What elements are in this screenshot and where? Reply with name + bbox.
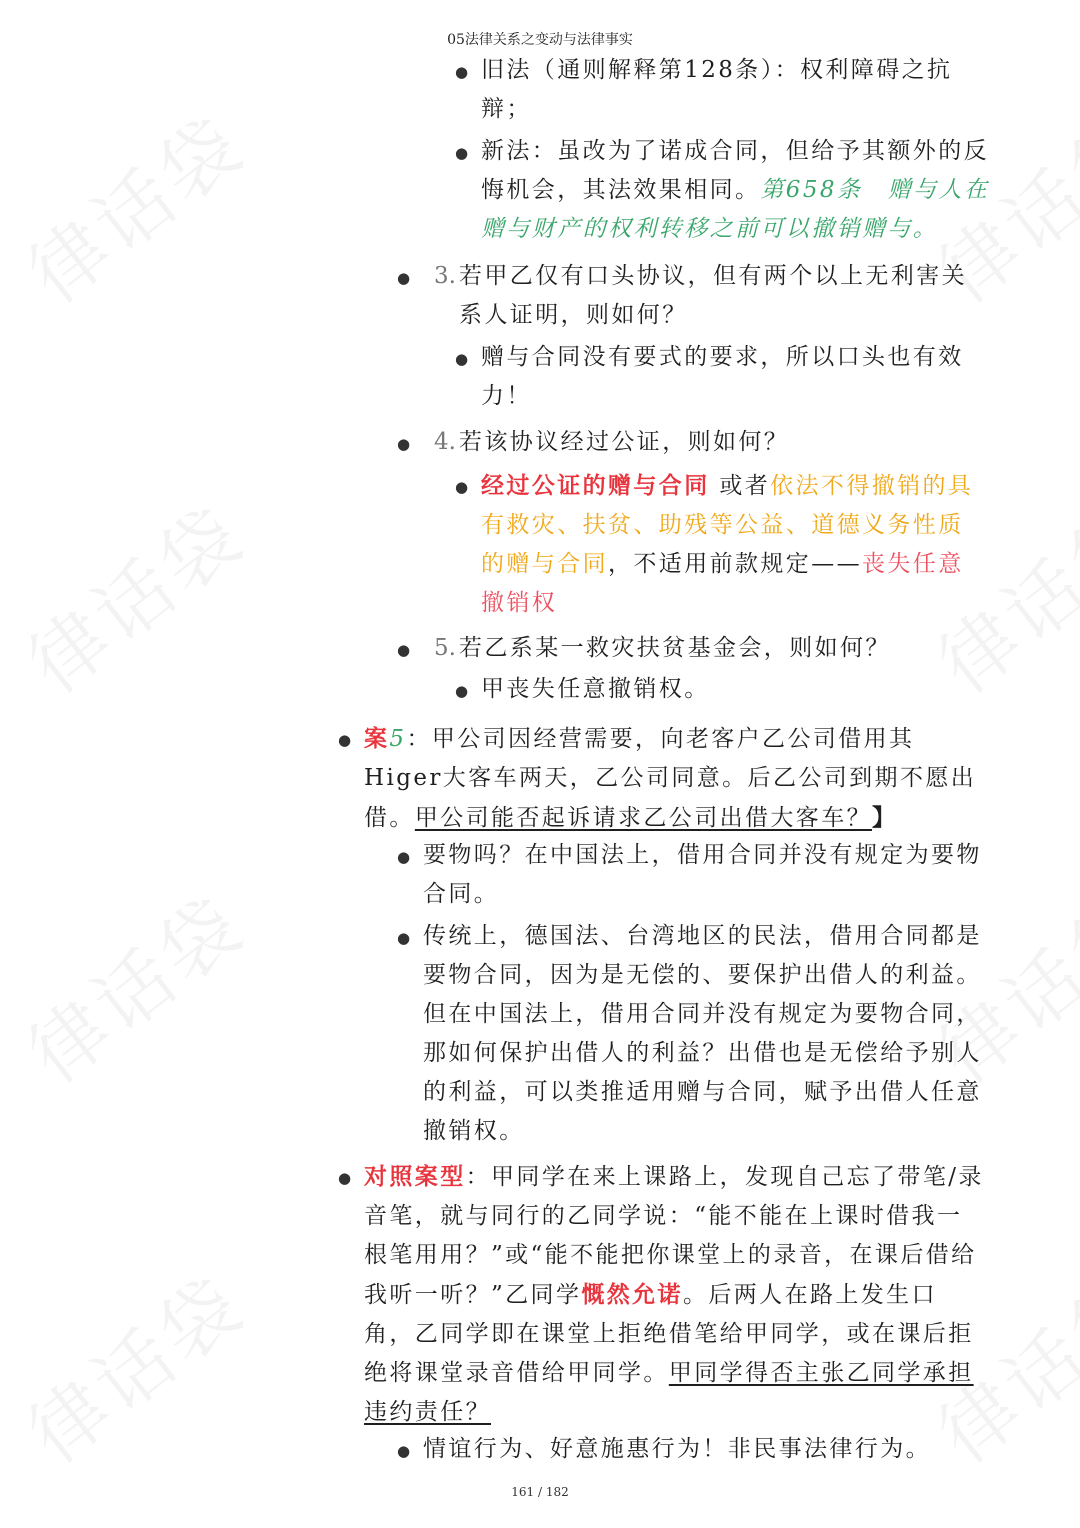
bullet-dot: ● [455,682,469,700]
list-item-q5-body [459,629,984,668]
highlight-public-interest: 依法不得撤销的具有救灾、扶贫、助残等公益、道德义务性质的赠与合同 [481,473,974,577]
compare-case [364,1157,986,1432]
bullet-dot: ● [338,731,352,749]
case-5 [364,719,984,838]
list-item-text: 若乙系某一救灾扶贫基金会，则如何？ [459,635,891,661]
article-658-quote: 第658条 赠与人在赠与财产的权利转移之前可以撤销赠与。 [481,177,990,242]
list-item-q4-body [459,423,984,462]
list-item-a3 [481,338,981,416]
page-number: 161 / 182 [511,1485,569,1499]
list-item-text: 或者 [709,473,771,499]
page-header: 05法律关系之变动与法律事实 [447,32,633,48]
list-item-q3-body [459,257,984,335]
case-close-bracket: 】 [872,804,898,831]
list-item-text: 若甲乙仅有口头协议，但有两个以上无利害关系人证明，则如何？ [459,263,967,328]
watermark [3,86,264,323]
compare-question: 甲同学得否主张乙同学承担违约责任？ [364,1360,974,1425]
compare-label: 对照案型 [364,1163,466,1190]
case-number: 5 [389,726,407,752]
compare-colon: ： [465,1164,492,1190]
case-colon: ： [406,726,432,752]
watermark [3,866,264,1103]
list-item-a4 [481,466,981,623]
list-item-text: 旧法（通则解释第128条）：权利障碍之抗辩； [481,57,953,122]
compare-text: 。后两人在路上发生口角，乙同学即在课堂上拒绝借笔给甲同学，或在课后拒绝将课堂录音借给甲同学。 [364,1282,974,1386]
case-label: 案 [364,725,390,752]
bullet-dot: ● [397,641,411,659]
bullet-dot: ● [397,435,411,453]
bullet-dot: ● [455,478,469,496]
bullet-dot: ● [397,848,411,866]
bullet-dot: ● [397,929,411,947]
list-item-text: 新法：虽改为了诺成合同，但给予其额外的反悔机会，其法效果相同。 [481,138,989,203]
list-item-new-law [481,132,991,249]
list-item-text: 若该协议经过公证，则如何？ [459,429,790,455]
list-number: 3. [434,263,456,289]
bullet-dot: ● [397,269,411,287]
list-item-requirement [423,836,983,914]
list-item-text: 甲丧失任意撤销权。 [481,676,710,702]
watermark [3,1246,264,1483]
list-item-text: 要物吗？在中国法上，借用合同并没有规定为要物合同。 [423,842,982,907]
list-item-text: 赠与合同没有要式的要求，所以口头也有效力！ [481,344,964,409]
bullet-dot: ● [397,1442,411,1460]
list-item-old-law [481,51,981,129]
compare-text: 甲同学在来上课路上，发现自己忘了带笔/录音笔，就与同行的乙同学说：“能不能在上课时借我一根笔用用？”或“能不能把你课堂上的录音，在课后借给我听一听？”乙同学 [364,1164,984,1308]
highlight-promise: 慨然允诺 [581,1281,683,1308]
highlight-notarized: 经过公证的赠与合同 [481,472,710,499]
list-number: 5. [434,635,456,661]
highlight-lose-revocation: 丧失任意撤销权 [481,551,964,616]
case-text: 甲公司因经营需要，向老客户乙公司借用其Higer大客车两天，乙公司同意。后乙公司到期不愿出借。 [364,726,977,831]
list-number: 4. [434,429,456,455]
bullet-dot: ● [455,350,469,368]
list-item-text: ，不适用前款规定—— [608,551,862,577]
bullet-dot: ● [455,63,469,81]
case-question: 甲公司能否起诉请求乙公司出借大客车？ [414,805,873,831]
bullet-dot: ● [338,1169,352,1187]
watermark [3,476,264,713]
list-item-favor [423,1430,983,1469]
bullet-dot: ● [455,144,469,162]
list-item-text: 传统上，德国法、台湾地区的民法，借用合同都是要物合同，因为是无偿的、要保护出借人的利益。但在中国法上，借用合同并没有规定为要物合同，那如何保护出借人的利益？出借也是无偿给予别人的利益，可以类推适用赠与合同，赋予出借人任意撤销权。 [423,923,982,1144]
list-item-tradition [423,917,983,1151]
list-item-text: 情谊行为、好意施惠行为！非民事法律行为。 [423,1436,931,1462]
list-item-a5 [481,670,981,709]
